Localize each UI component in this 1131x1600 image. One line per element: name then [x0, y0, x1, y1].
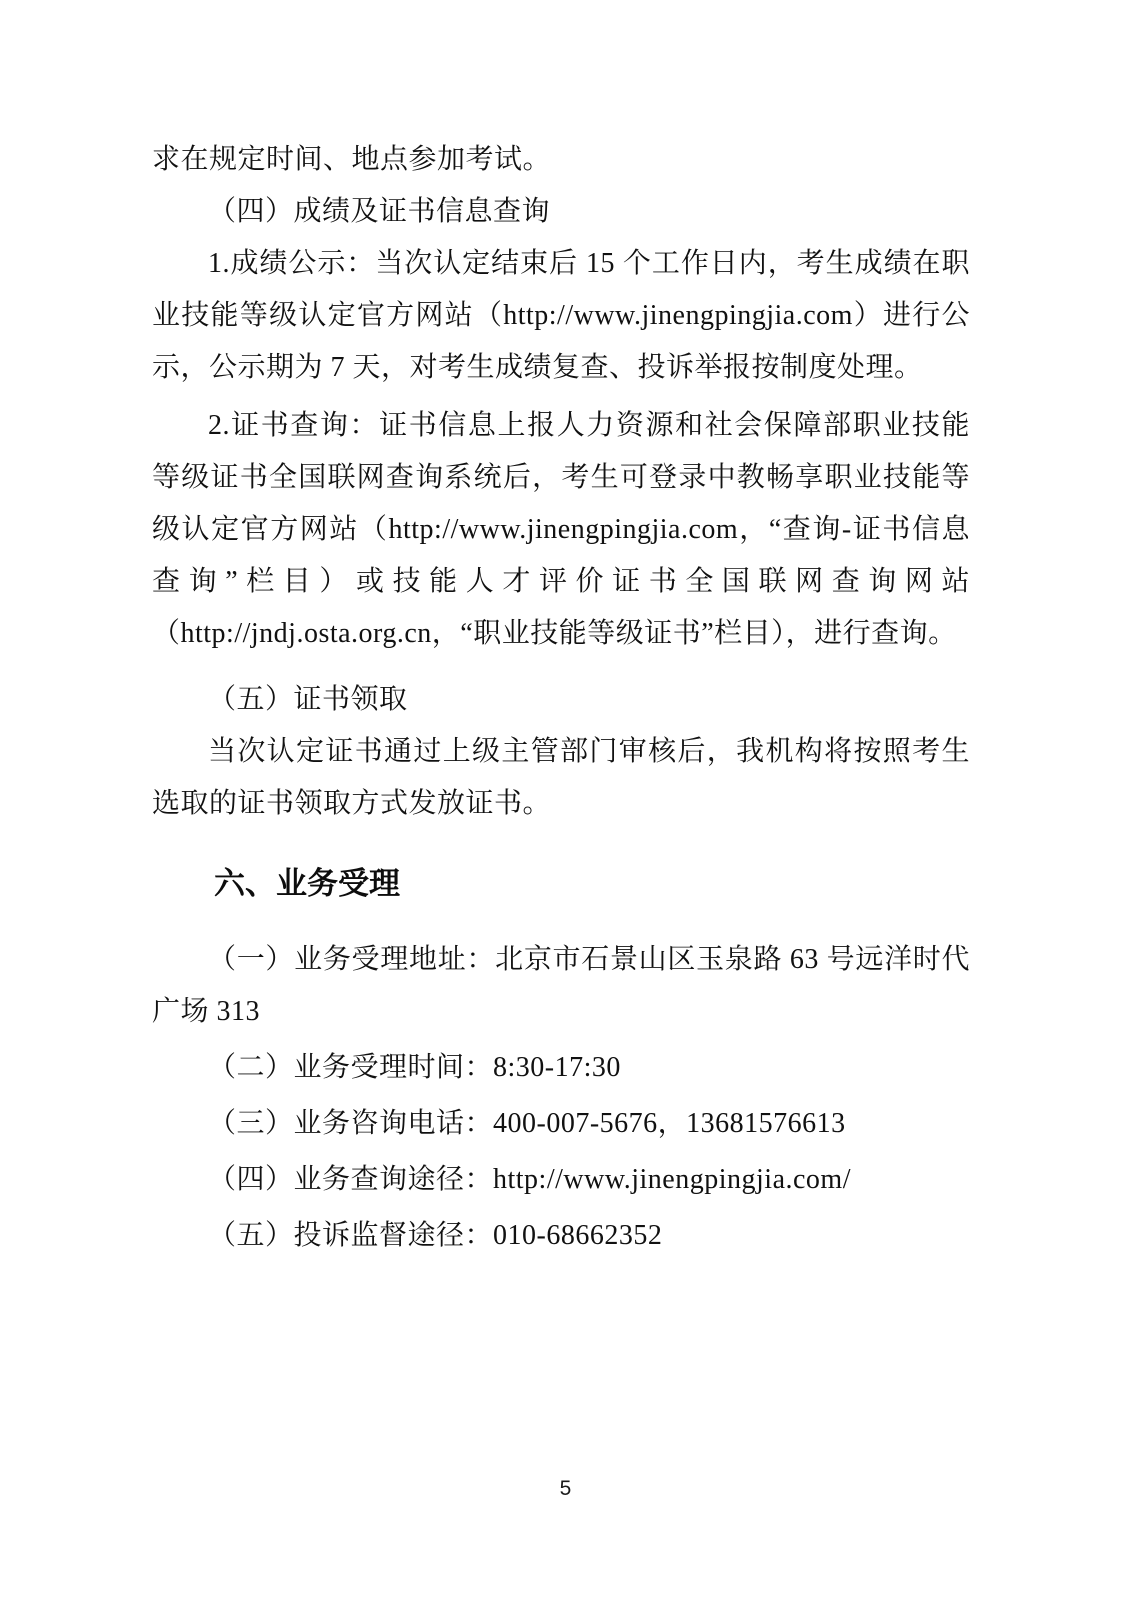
- paragraph-exam-attendance-continued: 求在规定时间、地点参加考试。: [152, 144, 552, 175]
- page-number: 5: [559, 1477, 572, 1500]
- section-heading-business-acceptance: 六、业务受理: [214, 866, 400, 901]
- paragraph-business-phone: （三）业务咨询电话：400-007-5676，13681576613: [208, 1108, 846, 1139]
- paragraph-certificate-query: 2.证书查询：证书信息上报人力资源和社会保障部职业技能等级证书全国联网查询系统后，考生可登录中教畅享职业技能等级认定官方网站（http://www.jinengpingjia.com，“查询-证书信息查询”栏目）或技能人才评价证书全国联网查询网站（http://jndj.osta.org.cn，“职业技能等级证书”栏目），进行查询。: [152, 410, 970, 649]
- document-body: [152, 134, 970, 1262]
- page-footer: [0, 1477, 1131, 1501]
- paragraph-subsection-4-title: （四）成绩及证书信息查询: [208, 196, 551, 227]
- paragraph-subsection-5-title: （五）证书领取: [208, 684, 408, 715]
- paragraph-complaint-channel: （五）投诉监督途径：010-68662352: [208, 1220, 663, 1251]
- paragraph-business-address: （一）业务受理地址：北京市石景山区玉泉路 63 号远洋时代广场 313: [152, 944, 970, 1027]
- paragraph-score-publicity: 1.成绩公示：当次认定结束后 15 个工作日内，考生成绩在职业技能等级认定官方网站（http://www.jinengpingjia.com）进行公示，公示期为 7 天，对考生成绩复查、投诉举报按制度处理。: [152, 248, 970, 383]
- paragraph-business-hours: （二）业务受理时间：8:30-17:30: [208, 1052, 621, 1083]
- paragraph-certificate-issuance: 当次认定证书通过上级主管部门审核后，我机构将按照考生选取的证书领取方式发放证书。: [152, 736, 970, 819]
- paragraph-business-query-channel: （四）业务查询途径：http://www.jinengpingjia.com/: [208, 1164, 851, 1195]
